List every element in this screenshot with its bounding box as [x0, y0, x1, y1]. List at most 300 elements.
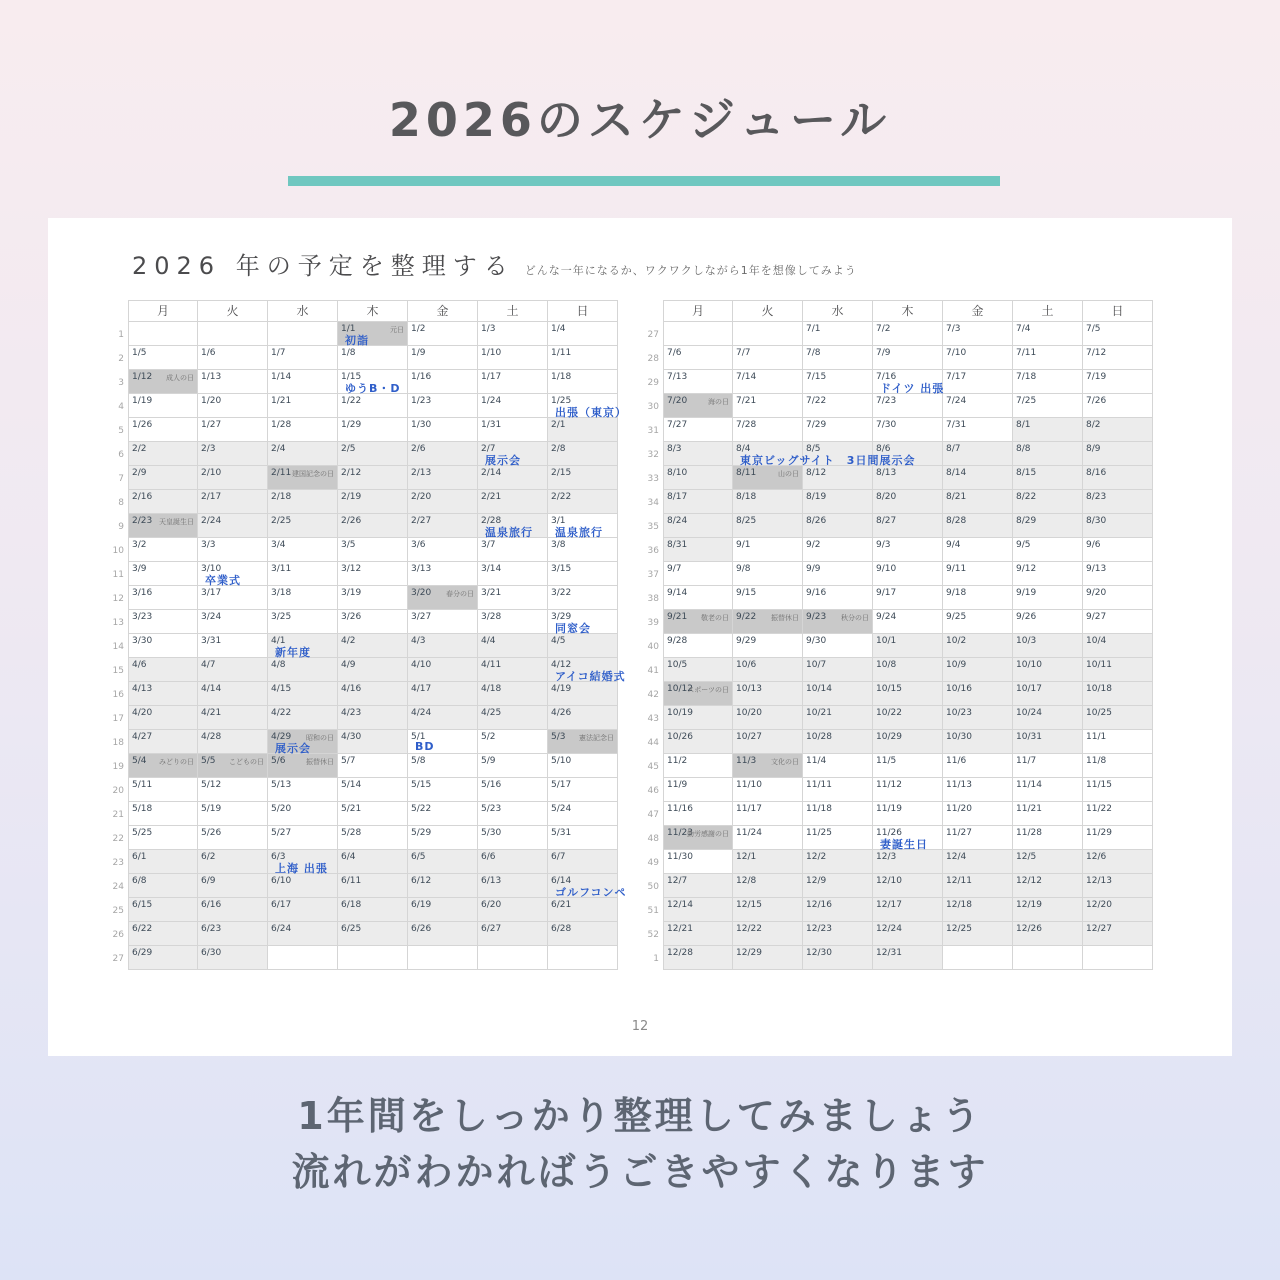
date-label: 3/15 — [551, 564, 572, 574]
day-cell — [548, 754, 618, 778]
week-row — [647, 898, 1153, 922]
date-label: 12/30 — [806, 948, 832, 958]
day-cell — [338, 418, 408, 442]
date-label: 6/7 — [551, 852, 566, 862]
date-label: 11/6 — [946, 756, 967, 766]
date-label: 3/1 — [551, 516, 566, 526]
date-label: 9/24 — [876, 612, 897, 622]
date-label: 11/18 — [806, 804, 832, 814]
day-cell — [478, 754, 548, 778]
day-header: 日 — [1083, 300, 1153, 322]
date-label: 10/14 — [806, 684, 832, 694]
date-label: 8/2 — [1086, 420, 1101, 430]
day-header: 金 — [943, 300, 1013, 322]
day-cell — [198, 754, 268, 778]
date-label: 11/1 — [1086, 732, 1107, 742]
day-cell — [128, 442, 198, 466]
date-label: 4/26 — [551, 708, 572, 718]
day-cell — [1013, 562, 1083, 586]
day-cell — [128, 634, 198, 658]
week-number: 36 — [647, 546, 659, 556]
day-cell — [128, 682, 198, 706]
date-label: 12/2 — [806, 852, 827, 862]
day-cell — [268, 874, 338, 898]
day-cell — [408, 634, 478, 658]
week-number: 1 — [118, 330, 124, 340]
date-label: 6/15 — [132, 900, 153, 910]
planner-subtitle: どんな一年になるか、ワクワクしながら1年を想像してみよう — [524, 264, 857, 277]
day-cell — [733, 610, 803, 634]
date-label: 10/31 — [1016, 732, 1042, 742]
day-cell — [803, 706, 873, 730]
calendar-grid-second-half — [647, 300, 1153, 970]
day-cell — [1013, 682, 1083, 706]
date-label: 6/21 — [551, 900, 572, 910]
week-row — [112, 370, 618, 394]
day-cell — [663, 322, 733, 346]
date-label: 2/16 — [132, 492, 153, 502]
date-label: 10/23 — [946, 708, 972, 718]
day-header: 日 — [548, 300, 618, 322]
week-number: 42 — [647, 690, 659, 700]
week-row — [112, 610, 618, 634]
week-row — [647, 610, 1153, 634]
week-row — [112, 898, 618, 922]
day-cell — [478, 658, 548, 682]
date-label: 1/6 — [201, 348, 216, 358]
day-cell — [478, 514, 548, 538]
date-label: 7/3 — [946, 324, 961, 334]
day-cell — [478, 826, 548, 850]
date-label: 9/11 — [946, 564, 967, 574]
day-cell — [338, 394, 408, 418]
day-cell — [408, 802, 478, 826]
day-cell — [548, 418, 618, 442]
holiday-label: みどりの日 — [159, 758, 194, 766]
date-label: 5/28 — [341, 828, 362, 838]
date-label: 5/8 — [411, 756, 426, 766]
date-label: 3/29 — [551, 612, 572, 622]
day-cell — [803, 418, 873, 442]
date-label: 7/20 — [667, 396, 688, 406]
day-cell — [1083, 514, 1153, 538]
date-label: 10/13 — [736, 684, 762, 694]
day-cell — [128, 490, 198, 514]
date-label: 3/21 — [481, 588, 502, 598]
day-cell — [803, 634, 873, 658]
date-label: 1/25 — [551, 396, 572, 406]
date-label: 7/7 — [736, 348, 751, 358]
date-label: 12/15 — [736, 900, 762, 910]
day-cell — [548, 826, 618, 850]
week-number: 41 — [647, 666, 659, 676]
date-label: 12/1 — [736, 852, 757, 862]
date-label: 7/19 — [1086, 372, 1107, 382]
date-label: 11/25 — [806, 828, 832, 838]
week-row — [112, 826, 618, 850]
date-label: 9/12 — [1016, 564, 1037, 574]
day-header: 木 — [338, 300, 408, 322]
day-cell — [873, 370, 943, 394]
day-cell — [1083, 538, 1153, 562]
day-cell — [1013, 730, 1083, 754]
week-row — [647, 826, 1153, 850]
week-number: 23 — [112, 858, 124, 868]
date-label: 8/13 — [876, 468, 897, 478]
date-label: 8/9 — [1086, 444, 1101, 454]
date-label: 10/5 — [667, 660, 688, 670]
day-cell — [1013, 922, 1083, 946]
week-number-gutter — [112, 300, 128, 322]
day-cell — [803, 394, 873, 418]
date-label: 4/24 — [411, 708, 432, 718]
week-number-gutter — [647, 300, 663, 322]
week-number: 7 — [118, 474, 124, 484]
week-row — [647, 634, 1153, 658]
date-label: 11/29 — [1086, 828, 1112, 838]
date-label: 9/23 — [806, 612, 827, 622]
date-label: 11/12 — [876, 780, 902, 790]
date-label: 12/8 — [736, 876, 757, 886]
date-label: 8/21 — [946, 492, 967, 502]
date-label: 10/10 — [1016, 660, 1042, 670]
date-label: 2/1 — [551, 420, 566, 430]
date-label: 1/14 — [271, 372, 292, 382]
date-label: 6/4 — [341, 852, 356, 862]
date-label: 12/18 — [946, 900, 972, 910]
date-label: 4/11 — [481, 660, 502, 670]
date-label: 6/18 — [341, 900, 362, 910]
date-label: 2/8 — [551, 444, 566, 454]
day-cell — [478, 418, 548, 442]
week-number: 9 — [118, 522, 124, 532]
day-cell — [943, 634, 1013, 658]
date-label: 4/5 — [551, 636, 566, 646]
day-cell — [803, 514, 873, 538]
week-row — [112, 754, 618, 778]
day-cell — [943, 754, 1013, 778]
week-number: 3 — [118, 378, 124, 388]
week-number: 5 — [118, 426, 124, 436]
day-cell — [733, 778, 803, 802]
day-cell — [663, 442, 733, 466]
day-cell — [338, 802, 408, 826]
day-cell — [338, 922, 408, 946]
day-cell — [198, 370, 268, 394]
day-cell — [408, 562, 478, 586]
day-cell — [1083, 706, 1153, 730]
day-cell — [338, 898, 408, 922]
date-label: 8/16 — [1086, 468, 1107, 478]
holiday-label: 勤労感謝の日 — [687, 830, 729, 838]
day-cell — [478, 490, 548, 514]
day-cell — [198, 898, 268, 922]
footer-caption — [0, 1088, 1280, 1200]
day-cell — [128, 466, 198, 490]
date-label: 12/6 — [1086, 852, 1107, 862]
day-cell — [198, 538, 268, 562]
day-cell — [198, 778, 268, 802]
date-label: 9/29 — [736, 636, 757, 646]
day-cell — [548, 346, 618, 370]
date-label: 5/17 — [551, 780, 572, 790]
date-label: 1/18 — [551, 372, 572, 382]
date-label: 9/6 — [1086, 540, 1101, 550]
day-cell — [548, 442, 618, 466]
date-label: 6/17 — [271, 900, 292, 910]
date-label: 12/20 — [1086, 900, 1112, 910]
day-cell — [198, 946, 268, 970]
date-label: 3/6 — [411, 540, 426, 550]
date-label: 2/17 — [201, 492, 222, 502]
date-label: 5/21 — [341, 804, 362, 814]
day-cell — [873, 850, 943, 874]
date-label: 9/22 — [736, 612, 757, 622]
holiday-label: 成人の日 — [166, 374, 194, 382]
day-cell — [338, 562, 408, 586]
day-cell — [943, 322, 1013, 346]
date-label: 4/16 — [341, 684, 362, 694]
date-label: 4/12 — [551, 660, 572, 670]
week-number: 11 — [112, 570, 124, 580]
holiday-label: 元日 — [390, 326, 404, 334]
day-cell — [663, 394, 733, 418]
day-cell — [268, 442, 338, 466]
page-title: 2026のスケジュール — [388, 93, 892, 147]
date-label: 11/23 — [667, 828, 693, 838]
day-cell — [268, 634, 338, 658]
date-label: 7/16 — [876, 372, 897, 382]
date-label: 3/7 — [481, 540, 496, 550]
date-label: 8/30 — [1086, 516, 1107, 526]
day-cell — [873, 730, 943, 754]
date-label: 2/25 — [271, 516, 292, 526]
day-cell — [128, 586, 198, 610]
week-row — [112, 658, 626, 683]
week-row — [647, 682, 1153, 706]
date-label: 1/19 — [132, 396, 153, 406]
event-note: BD — [415, 740, 435, 753]
date-label: 11/5 — [876, 756, 897, 766]
day-cell — [873, 586, 943, 610]
date-label: 7/22 — [806, 396, 827, 406]
date-label: 10/9 — [946, 660, 967, 670]
date-label: 1/29 — [341, 420, 362, 430]
day-cell — [1013, 874, 1083, 898]
day-cell — [198, 442, 268, 466]
date-label: 3/10 — [201, 564, 222, 574]
date-label: 12/25 — [946, 924, 972, 934]
date-label: 9/4 — [946, 540, 961, 550]
week-row — [112, 706, 618, 730]
day-cell — [733, 802, 803, 826]
day-cell — [663, 754, 733, 778]
date-label: 4/7 — [201, 660, 216, 670]
day-cell — [268, 394, 338, 418]
day-cell — [198, 418, 268, 442]
week-row — [112, 922, 618, 946]
day-cell — [128, 754, 198, 778]
day-cell — [338, 874, 408, 898]
day-cell — [548, 370, 618, 394]
week-number: 21 — [112, 810, 124, 820]
date-label: 6/1 — [132, 852, 147, 862]
week-number: 13 — [112, 618, 124, 628]
day-cell — [268, 826, 338, 850]
date-label: 5/16 — [481, 780, 502, 790]
date-label: 10/8 — [876, 660, 897, 670]
day-cell — [1083, 634, 1153, 658]
day-cell — [803, 490, 873, 514]
week-number: 12 — [112, 594, 124, 604]
day-cell — [548, 706, 618, 730]
event-note: ドイツ 出張 — [880, 382, 945, 395]
date-label: 11/27 — [946, 828, 972, 838]
date-label: 8/20 — [876, 492, 897, 502]
day-cell — [128, 874, 198, 898]
week-row — [112, 514, 618, 538]
event-note: 出張（東京） — [555, 406, 627, 419]
date-label: 7/31 — [946, 420, 967, 430]
date-label: 7/2 — [876, 324, 891, 334]
day-cell — [338, 730, 408, 754]
date-label: 3/4 — [271, 540, 286, 550]
day-cell — [548, 778, 618, 802]
date-label: 2/18 — [271, 492, 292, 502]
date-label: 12/21 — [667, 924, 693, 934]
date-label: 1/5 — [132, 348, 147, 358]
day-cell — [1013, 850, 1083, 874]
date-label: 6/10 — [271, 876, 292, 886]
week-number: 26 — [112, 930, 124, 940]
date-label: 7/5 — [1086, 324, 1101, 334]
event-note: 初詣 — [345, 334, 369, 347]
day-cell — [1083, 490, 1153, 514]
day-cell — [268, 754, 338, 778]
day-cell — [1013, 586, 1083, 610]
week-row — [112, 562, 618, 586]
week-number: 24 — [112, 882, 124, 892]
date-label: 2/27 — [411, 516, 432, 526]
day-cell — [663, 898, 733, 922]
date-label: 4/8 — [271, 660, 286, 670]
date-label: 7/27 — [667, 420, 688, 430]
date-label: 1/13 — [201, 372, 222, 382]
holiday-label: 振替休日 — [771, 614, 799, 622]
day-cell — [663, 922, 733, 946]
day-cell — [1083, 658, 1153, 682]
day-cell — [873, 658, 943, 682]
day-cell — [873, 634, 943, 658]
week-row — [112, 466, 618, 490]
day-cell — [338, 706, 408, 730]
day-cell — [128, 730, 198, 754]
date-label: 1/4 — [551, 324, 566, 334]
event-note: 温泉旅行 — [555, 526, 603, 539]
day-cell — [198, 562, 268, 586]
week-number: 43 — [647, 714, 659, 724]
date-label: 6/11 — [341, 876, 362, 886]
date-label: 9/16 — [806, 588, 827, 598]
date-label: 3/20 — [411, 588, 432, 598]
day-cell — [1013, 466, 1083, 490]
date-label: 9/21 — [667, 612, 688, 622]
day-header-row — [112, 300, 618, 322]
date-label: 4/29 — [271, 732, 292, 742]
day-cell — [128, 418, 198, 442]
date-label: 6/23 — [201, 924, 222, 934]
day-cell — [408, 946, 478, 970]
day-cell — [478, 874, 548, 898]
date-label: 9/9 — [806, 564, 821, 574]
date-label: 5/23 — [481, 804, 502, 814]
week-number: 4 — [118, 402, 124, 412]
date-label: 4/30 — [341, 732, 362, 742]
date-label: 3/17 — [201, 588, 222, 598]
date-label: 5/24 — [551, 804, 572, 814]
date-label: 1/8 — [341, 348, 356, 358]
date-label: 5/10 — [551, 756, 572, 766]
week-row — [647, 514, 1153, 538]
week-row — [647, 658, 1153, 682]
date-label: 2/11 — [271, 468, 292, 478]
date-label: 2/4 — [271, 444, 286, 454]
date-label: 2/3 — [201, 444, 216, 454]
day-cell — [128, 850, 198, 874]
date-label: 3/31 — [201, 636, 222, 646]
date-label: 5/5 — [201, 756, 216, 766]
date-label: 12/26 — [1016, 924, 1042, 934]
date-label: 2/15 — [551, 468, 572, 478]
date-label: 4/28 — [201, 732, 222, 742]
day-cell — [268, 946, 338, 970]
day-cell — [1013, 706, 1083, 730]
week-row — [647, 418, 1153, 442]
event-note: ゆうB・D — [345, 382, 401, 395]
day-cell — [198, 706, 268, 730]
date-label: 12/10 — [876, 876, 902, 886]
date-label: 5/11 — [132, 780, 153, 790]
day-cell — [1083, 322, 1153, 346]
day-cell — [1013, 946, 1083, 970]
day-cell — [943, 346, 1013, 370]
week-number: 47 — [647, 810, 659, 820]
planner-card — [48, 218, 1232, 1056]
week-row — [647, 346, 1153, 370]
date-label: 12/28 — [667, 948, 693, 958]
date-label: 7/18 — [1016, 372, 1037, 382]
date-label: 6/9 — [201, 876, 216, 886]
day-cell — [268, 538, 338, 562]
day-cell — [873, 538, 943, 562]
day-cell — [1083, 370, 1153, 394]
day-cell — [548, 850, 618, 874]
holiday-label: 山の日 — [778, 470, 799, 478]
week-row — [112, 946, 618, 970]
date-label: 10/24 — [1016, 708, 1042, 718]
date-label: 5/1 — [411, 732, 426, 742]
date-label: 10/21 — [806, 708, 832, 718]
day-cell — [733, 562, 803, 586]
day-cell — [408, 466, 478, 490]
date-label: 11/22 — [1086, 804, 1112, 814]
date-label: 8/15 — [1016, 468, 1037, 478]
day-cell — [733, 634, 803, 658]
day-cell — [478, 922, 548, 946]
day-cell — [338, 586, 408, 610]
day-cell — [128, 322, 198, 346]
date-label: 6/30 — [201, 948, 222, 958]
